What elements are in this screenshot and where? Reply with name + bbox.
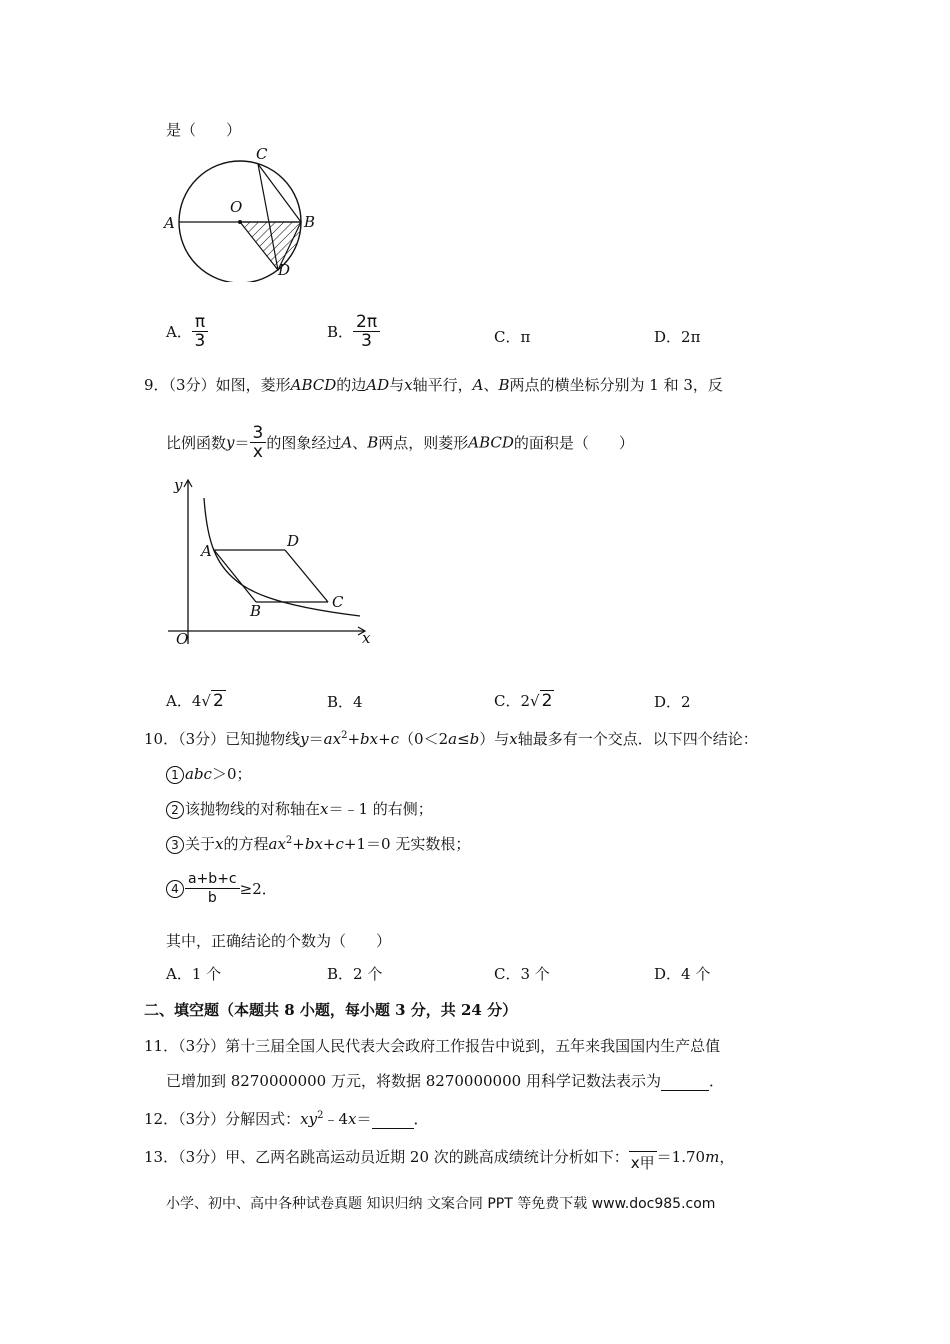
section-heading: 二、填空题（本题共 8 小题，每小题 3 分，共 24 分）	[144, 1001, 518, 1019]
q9-option-c: C．2√ 2	[494, 691, 553, 711]
q9-option-a: A．4√ 2	[166, 691, 224, 711]
q12: 12．（3分）分解因式：$xy^2﹣4x=$ ．	[144, 1110, 429, 1128]
q9-label-y: y	[174, 476, 183, 494]
q11-line1: 11．（3分）第十三届全国人民代表大会政府工作报告中说到，五年来我国国内生产总值	[144, 1037, 721, 1055]
q9-option-b: B．4	[327, 693, 363, 711]
q8-label-a: A	[164, 214, 175, 232]
q8-label-d: D	[278, 261, 291, 279]
q8-circle-figure	[160, 142, 330, 282]
q9-option-d: D．2	[654, 693, 691, 711]
q11-answer-blank[interactable]	[661, 1072, 709, 1091]
q10-option-c: C．3 个	[494, 965, 550, 983]
q10-conclusion-3: 3 关于x的方程$ax^2+bx+c+1=0$ 无实数根；	[166, 833, 470, 854]
q13: 13．（3分）甲、乙两名跳高运动员近期 20 次的跳高成绩统计分析如下： x甲 ＝1.70m，	[144, 1148, 735, 1172]
q8-option-b: B． $\frac{2\pi}{3}$	[327, 313, 380, 350]
q8-label-b: B	[304, 213, 316, 231]
footer: 小学、初中、高中各种试卷真题 知识归纳 文案合同 PPT 等免费下载 www.doc985.com	[166, 1196, 716, 1212]
q9-label-c: C	[332, 593, 344, 611]
q9-line1: 9．（3分）如图，菱形ABCD的边AD与x轴平行，A、B两点的横坐标分别为 1 和 3，反	[144, 376, 723, 394]
q9-label-a: A	[201, 542, 212, 560]
q10-intro: 10．（3分）已知抛物线$y=ax^2+bx+c(0<2a\le b)$与x轴最多有一个交点．以下四个结论：	[144, 730, 758, 748]
q10-question: 其中，正确结论的个数为（ ）	[166, 932, 392, 950]
q8-option-d: D．2π	[654, 328, 701, 346]
q11-line2: 已增加到 8270000000 万元，将数据 8270000000 用科学记数法表示为 ．	[166, 1072, 724, 1090]
q9-label-x: x	[362, 629, 371, 647]
q8-label-c: C	[256, 145, 268, 163]
q8-tail: 是（ ）	[166, 121, 242, 139]
q8-option-c: C．π	[494, 328, 531, 346]
q10-conclusion-1: 1 abc＞0；	[166, 763, 252, 784]
q9-label-b: B	[250, 602, 262, 620]
q10-option-a: A．1 个	[166, 965, 222, 983]
q9-label-d: D	[287, 532, 300, 550]
q8-option-a: A． $\frac{\pi}{3}$	[166, 313, 208, 350]
q10-conclusion-4: 4 $\frac{a+b+c}{b}$ ≥2．	[166, 870, 277, 907]
q8-label-o: O	[230, 198, 243, 216]
q10-conclusion-2: 2 该抛物线的对称轴在x＝﹣1 的右侧；	[166, 798, 433, 819]
q10-option-b: B．2 个	[327, 965, 383, 983]
q12-answer-blank[interactable]	[372, 1110, 414, 1129]
q9-graph-figure	[160, 470, 380, 650]
q10-option-d: D．4 个	[654, 965, 711, 983]
q9-line2: 比例函数y＝ $\frac{3}{x}$ 的图象经过A、B两点，则菱形ABCD的面积是（ ）	[166, 423, 634, 462]
q9-label-o: O	[176, 630, 189, 648]
